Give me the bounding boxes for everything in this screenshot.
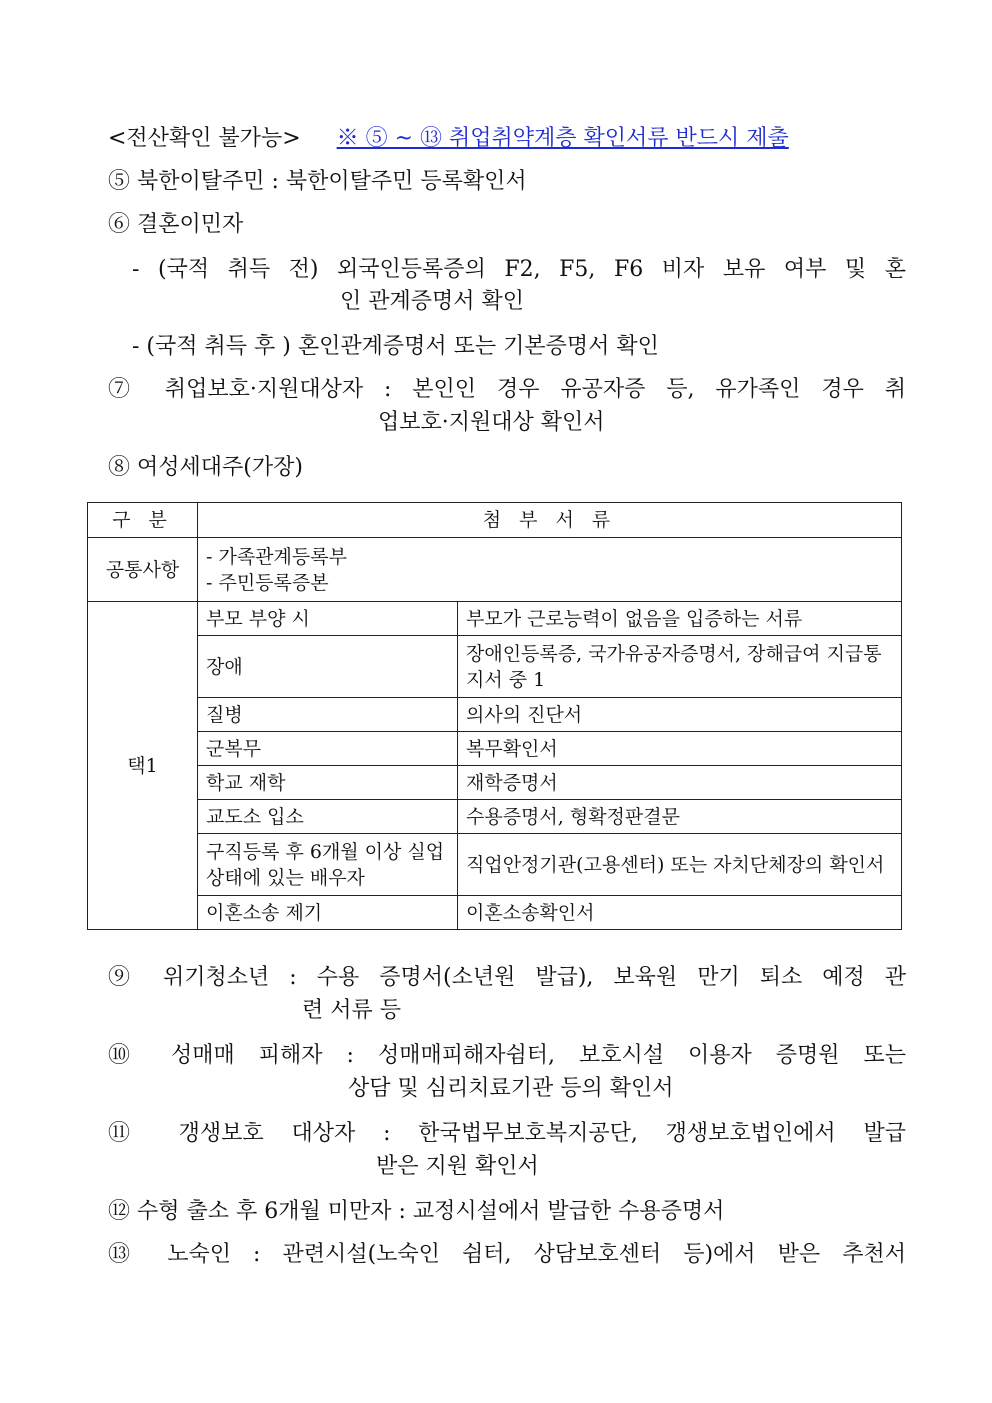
documents-table xyxy=(87,502,902,930)
case-cell: 교도소 입소 xyxy=(198,800,458,834)
table-row xyxy=(88,732,902,766)
case-cell: 학교 재학 xyxy=(198,766,458,800)
item-8: ⑧ 여성세대주(가장) xyxy=(108,455,303,480)
doc-cell: 장애인등록증, 국가유공자증명서, 장해급여 지급통지서 중 1 xyxy=(458,636,902,698)
item-12: ⑫ 수형 출소 후 6개월 미만자 : 교정시설에서 발급한 수용증명서 xyxy=(108,1199,725,1224)
doc-cell: 수용증명서, 형확정판결문 xyxy=(458,800,902,834)
section-header xyxy=(108,124,789,154)
case-cell: 이혼소송 제기 xyxy=(198,896,458,930)
doc-cell: 이혼소송확인서 xyxy=(458,896,902,930)
item-6a-line2: 인 관계증명서 확인 xyxy=(340,289,525,314)
common-doc-2: - 주민등록증본 xyxy=(206,571,329,594)
header-category: 구 분 xyxy=(88,503,198,538)
case-cell: 구직등록 후 6개월 이상 실업상태에 있는 배우자 xyxy=(198,834,458,896)
case-cell: 부모 부양 시 xyxy=(198,602,458,636)
common-label: 공통사항 xyxy=(88,538,198,602)
common-doc-1: - 가족관계등록부 xyxy=(206,545,347,568)
item-6a-line1: - (국적 취득 전) 외국인등록증의 F2, F5, F6 비자 보유 여부 및 혼 xyxy=(132,257,906,282)
item-6: ⑥ 결혼이민자 xyxy=(108,212,244,237)
table-row xyxy=(88,896,902,930)
item-11-line1: ⑪ 갱생보호 대상자 : 한국법무보호복지공단, 갱생보호법인에서 발급 xyxy=(108,1121,906,1146)
section-title: <전산확인 불가능> xyxy=(108,126,301,151)
item-11-line2: 받은 지원 확인서 xyxy=(376,1154,539,1179)
item-9-line2: 련 서류 등 xyxy=(302,998,401,1023)
item-7-line2: 업보호·지원대상 확인서 xyxy=(378,410,605,435)
item-6b: - (국적 취득 후 ) 혼인관계증명서 또는 기본증명서 확인 xyxy=(132,334,659,359)
table-row xyxy=(88,800,902,834)
item-10-line1: ⑩ 성매매 피해자 : 성매매피해자쉼터, 보호시설 이용자 증명원 또는 xyxy=(108,1043,906,1068)
table-row xyxy=(88,636,902,698)
case-cell: 장애 xyxy=(198,636,458,698)
item-5: ⑤ 북한이탈주민 : 북한이탈주민 등록확인서 xyxy=(108,169,527,194)
doc-cell: 복무확인서 xyxy=(458,732,902,766)
notice-text: ※ ⑤ ~ ⑬ 취업취약계층 확인서류 반드시 제출 xyxy=(336,126,789,151)
case-cell: 군복무 xyxy=(198,732,458,766)
item-13: ⑬ 노숙인 : 관련시설(노숙인 쉼터, 상담보호센터 등)에서 받은 추천서 xyxy=(108,1242,906,1267)
item-7-line1: ⑦ 취업보호·지원대상자 : 본인인 경우 유공자증 등, 유가족인 경우 취 xyxy=(108,377,906,402)
doc-cell: 의사의 진단서 xyxy=(458,698,902,732)
table-row-common xyxy=(88,538,902,602)
doc-cell: 재학증명서 xyxy=(458,766,902,800)
doc-cell: 부모가 근로능력이 없음을 입증하는 서류 xyxy=(458,602,902,636)
doc-cell: 직업안정기관(고용센터) 또는 자치단체장의 확인서 xyxy=(458,834,902,896)
header-documents: 첨 부 서 류 xyxy=(198,503,902,538)
table-header-row xyxy=(88,503,902,538)
table-row xyxy=(88,834,902,896)
common-docs xyxy=(198,538,902,602)
table-row xyxy=(88,698,902,732)
case-cell: 질병 xyxy=(198,698,458,732)
item-10-line2: 상담 및 심리치료기관 등의 확인서 xyxy=(348,1076,674,1101)
choice-label: 택1 xyxy=(88,602,198,930)
table-row xyxy=(88,766,902,800)
item-9-line1: ⑨ 위기청소년 : 수용 증명서(소년원 발급), 보육원 만기 퇴소 예정 관 xyxy=(108,965,906,990)
table-row xyxy=(88,602,902,636)
